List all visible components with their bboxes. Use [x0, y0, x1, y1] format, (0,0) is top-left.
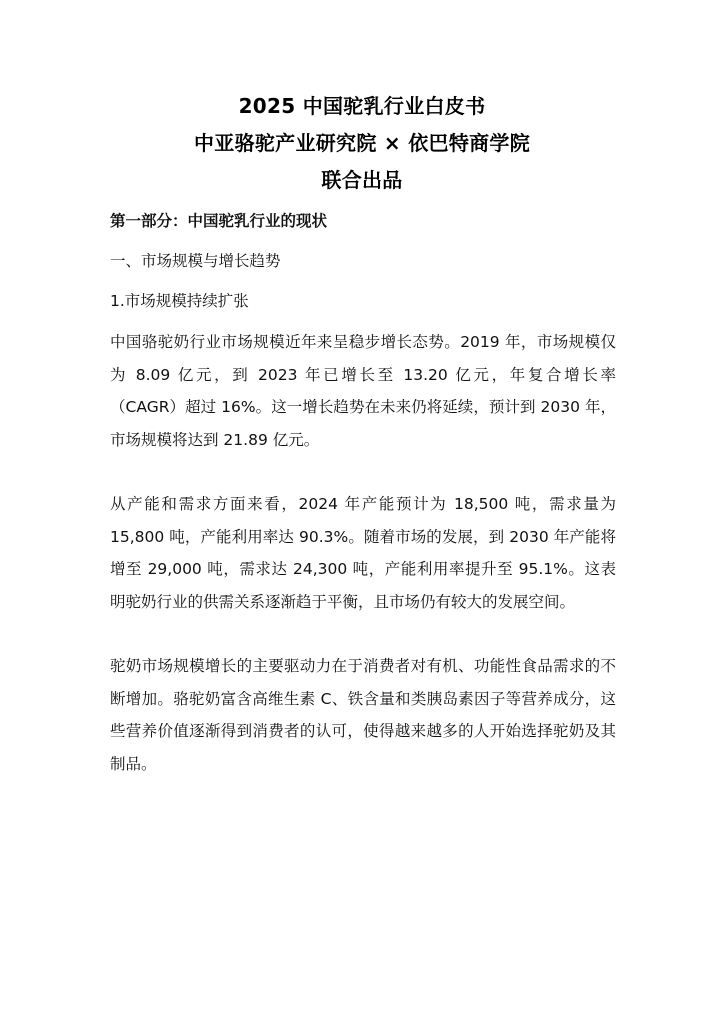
document-publishers: 中亚骆驼产业研究院 × 依巴特商学院: [193, 131, 531, 155]
paragraph-market-scale: 中国骆驼奶行业市场规模近年来呈稳步增长态势。2019 年，市场规模仅为 8.09 亿元，到 2023 年已增长至 13.20 亿元，年复合增长率（CAGR）超过 16%。这一增长趋势在未来仍将延续，预计到 2030 年，市场规模将达到 21.89 亿元。: [110, 333, 616, 449]
document-title: 2025 中国驼乳行业白皮书: [238, 94, 486, 118]
document-credit: 联合出品: [321, 168, 403, 192]
paragraph-capacity-demand: 从产能和需求方面来看，2024 年产能预计为 18,500 吨，需求量为 15,800 吨，产能利用率达 90.3%。随着市场的发展，到 2030 年产能将增至 29,000 吨，需求达 24,300 吨，产能利用率提升至 95.1%。这表明驼奶行业的供需关系逐渐趋于平衡，且市场仍有较大的发展空间。: [110, 495, 616, 611]
document-body: [110, 206, 616, 780]
section-heading: 一、市场规模与增长趋势: [110, 252, 281, 270]
title-block: [0, 88, 724, 199]
part-heading: 第一部分：中国驼乳行业的现状: [110, 212, 328, 230]
paragraph-growth-drivers: 驼奶市场规模增长的主要驱动力在于消费者对有机、功能性食品需求的不断增加。骆驼奶富含高维生素 C、铁含量和类胰岛素因子等营养成分，这些营养价值逐渐得到消费者的认可，使得越来越多的人开始选择驼奶及其制品。: [110, 657, 616, 773]
subsection-heading: 1.市场规模持续扩张: [110, 292, 249, 310]
